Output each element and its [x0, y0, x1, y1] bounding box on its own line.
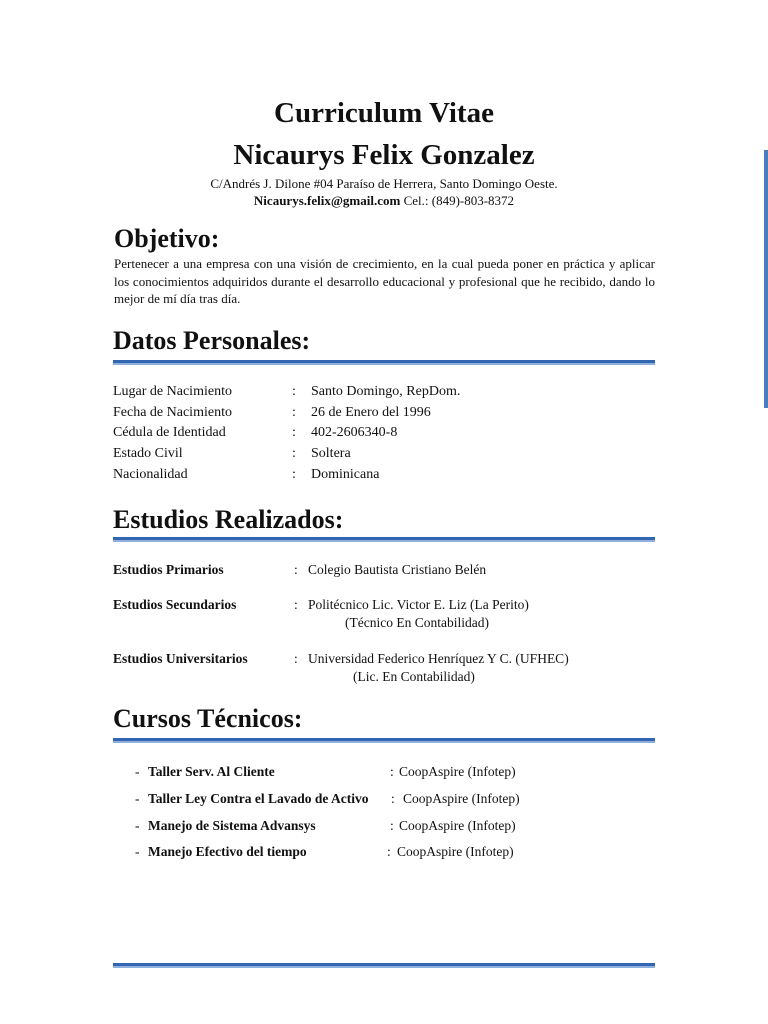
footer-rule [113, 963, 655, 968]
study-degree: (Lic. En Contabilidad) [353, 669, 475, 684]
section-rule [113, 360, 655, 365]
course-provider: CoopAspire (Infotep) [397, 844, 514, 859]
field-label: Nacionalidad [113, 467, 188, 482]
separator-colon: : [292, 405, 296, 420]
separator-colon: : [390, 818, 394, 833]
course-name: Manejo de Sistema Advansys [148, 818, 316, 833]
personal-data-row [113, 383, 673, 401]
field-value: 26 de Enero del 1996 [311, 405, 431, 420]
course-name: Taller Serv. Al Cliente [148, 764, 275, 779]
document-title: Curriculum Vitae [274, 97, 494, 129]
bullet-dash: - [135, 818, 140, 833]
separator-colon: : [390, 764, 394, 779]
field-label: Fecha de Nacimiento [113, 405, 232, 420]
personal-data-row [113, 445, 673, 463]
field-label: Estado Civil [113, 446, 183, 461]
section-rule [113, 738, 655, 743]
email-link[interactable]: Nicaurys.felix@gmail.com [253, 193, 401, 208]
course-provider: CoopAspire (Infotep) [399, 818, 516, 833]
course-provider: CoopAspire (Infotep) [403, 791, 520, 806]
personal-data-row [113, 404, 673, 422]
separator-colon: : [294, 562, 298, 577]
field-value: Santo Domingo, RepDom. [311, 384, 461, 399]
separator-colon: : [294, 651, 298, 666]
course-name: Manejo Efectivo del tiempo [148, 844, 307, 859]
bullet-dash: - [135, 844, 140, 859]
study-institution: Universidad Federico Henríquez Y C. (UFHEC) [308, 651, 569, 666]
separator-colon: : [292, 467, 296, 482]
separator-colon: : [292, 446, 296, 461]
course-provider: CoopAspire (Infotep) [399, 764, 516, 779]
phone-number: Cel.: (849)-803-8372 [403, 193, 515, 208]
candidate-name: Nicaurys Felix Gonzalez [233, 139, 535, 171]
objective-text: Pertenecer a una empresa con una visión de crecimiento, en la cual pueda poner en práctica y aplicar los conocimientos adquiridos durante el desarrollo educacional y profesional que he recibido, dando lo mejor de mí día tras día. [114, 256, 655, 306]
separator-colon: : [292, 384, 296, 399]
field-label: Cédula de Identidad [113, 425, 226, 440]
contact-line [0, 192, 768, 209]
field-value: Soltera [311, 446, 351, 461]
objective-heading: Objetivo: [114, 224, 220, 253]
studies-heading: Estudios Realizados: [113, 505, 344, 534]
address-line: C/Andrés J. Dilone #04 Paraíso de Herrera, Santo Domingo Oeste. [210, 176, 558, 191]
personal-data-row [113, 466, 673, 484]
study-institution: Colegio Bautista Cristiano Belén [308, 562, 487, 577]
separator-colon: : [391, 791, 395, 806]
study-label: Estudios Primarios [113, 562, 224, 577]
bullet-dash: - [135, 791, 140, 806]
study-institution: Politécnico Lic. Victor E. Liz (La Perito) [308, 597, 529, 612]
field-value: Dominicana [311, 467, 380, 482]
study-label: Estudios Secundarios [113, 597, 237, 612]
personal-data-row [113, 424, 673, 442]
personal-data-heading: Datos Personales: [113, 326, 311, 355]
section-rule [113, 537, 655, 542]
bullet-dash: - [135, 764, 140, 779]
field-value: 402-2606340-8 [311, 425, 398, 440]
separator-colon: : [292, 425, 296, 440]
separator-colon: : [387, 844, 391, 859]
field-label: Lugar de Nacimiento [113, 384, 232, 399]
courses-heading: Cursos Técnicos: [113, 704, 303, 733]
separator-colon: : [294, 597, 298, 612]
course-name: Taller Ley Contra el Lavado de Activo [148, 791, 369, 806]
study-label: Estudios Universitarios [113, 651, 248, 666]
study-degree: (Técnico En Contabilidad) [345, 615, 489, 630]
